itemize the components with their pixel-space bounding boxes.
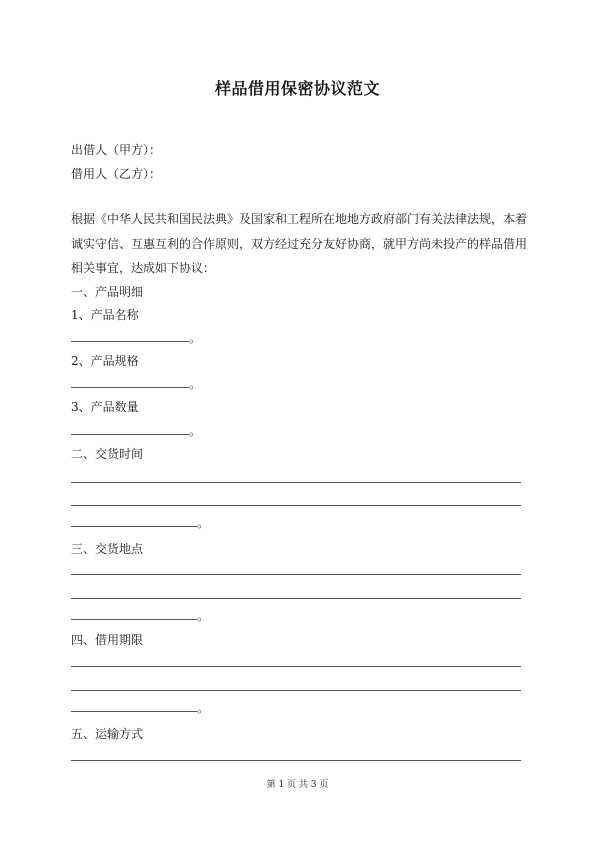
- period-mark: 。: [189, 424, 202, 438]
- borrower-label: 借用人（乙方）：: [71, 167, 162, 181]
- item-qty-blank: [71, 422, 201, 439]
- fill-line-full: [71, 482, 521, 483]
- fill-line: [71, 329, 189, 342]
- section-delivery-place: 三、交货地点: [71, 542, 144, 556]
- period-mark: 。: [197, 516, 210, 530]
- fill-line-full: [71, 505, 521, 506]
- preamble-line-1: 根据《中华人民共和国民法典》及国家和工程所在地地方政府部门有关法律法规，本着: [71, 212, 528, 226]
- section-delivery-time: 二、交货时间: [71, 447, 144, 461]
- fill-line-full: [71, 666, 521, 667]
- delivery-place-end: [71, 607, 209, 624]
- fill-line: [71, 699, 197, 712]
- delivery-time-end: [71, 514, 209, 531]
- fill-line-full: [71, 574, 521, 575]
- fill-line-full: [71, 598, 521, 599]
- fill-line-full: [71, 760, 521, 761]
- section-product: 一、产品明细: [71, 285, 144, 299]
- fill-line: [71, 422, 189, 435]
- period-mark: 。: [197, 609, 210, 623]
- fill-line: [71, 375, 189, 388]
- preamble-line-3: 相关事宜，达成如下协议：: [71, 261, 216, 275]
- item-qty-label: 3、产品数量: [71, 400, 139, 414]
- borrow-period-end: [71, 699, 209, 716]
- document-title: 样品借用保密协议范文: [214, 79, 380, 98]
- fill-line: [71, 514, 197, 527]
- section-transport: 五、运输方式: [71, 727, 144, 741]
- period-mark: 。: [197, 701, 210, 715]
- fill-line: [71, 607, 197, 620]
- period-mark: 。: [189, 377, 202, 391]
- preamble-line-2: 诚实守信、互惠互利的合作原则，双方经过充分友好协商，就甲方尚未投产的样品借用: [71, 237, 528, 251]
- fill-line-full: [71, 690, 521, 691]
- lender-label: 出借人（甲方）：: [71, 143, 162, 157]
- item-name-blank: [71, 329, 201, 346]
- item-name-label: 1、产品名称: [71, 308, 139, 322]
- item-spec-label: 2、产品规格: [71, 354, 139, 368]
- page-footer: 第 1 页 共 3 页: [266, 780, 329, 790]
- period-mark: 。: [189, 331, 202, 345]
- item-spec-blank: [71, 375, 201, 392]
- section-borrow-period: 四、借用期限: [71, 633, 144, 647]
